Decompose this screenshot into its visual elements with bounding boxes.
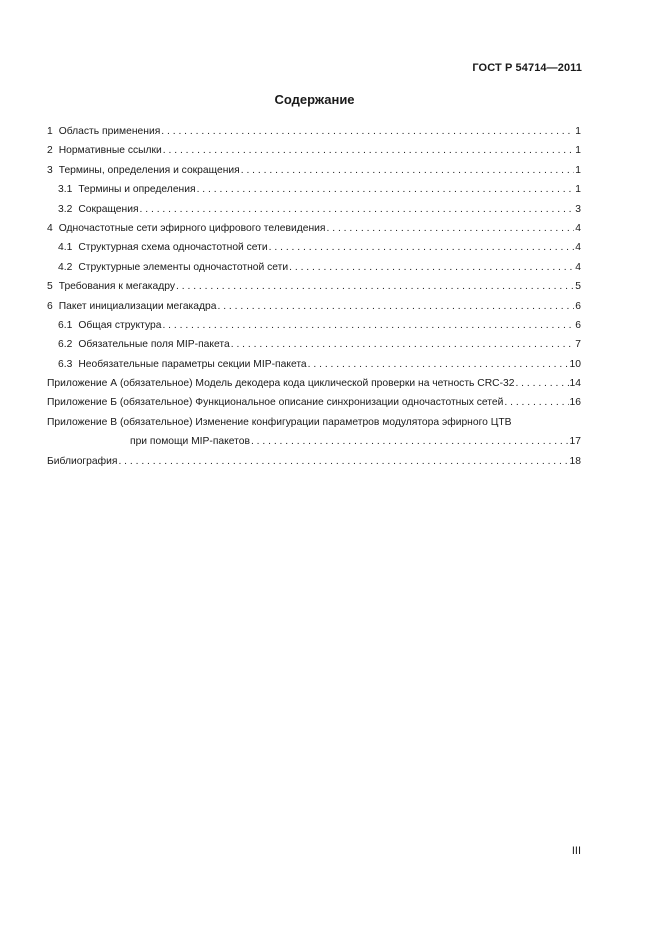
document-code: ГОСТ Р 54714—2011 [472,62,582,74]
toc-entry-page: 16 [569,397,581,409]
dot-leader [515,374,568,393]
toc-entry-appendix-a[interactable] [47,374,581,393]
toc-entry-page: 1 [575,126,581,137]
toc-entry-label: Нормативные ссылки [58,145,162,157]
toc-entry[interactable] [47,355,581,374]
toc-entry[interactable] [47,335,581,354]
toc-entry-page: 6 [575,319,581,331]
toc-entry[interactable] [47,316,581,335]
toc-entry-number: 6.3 [58,358,73,370]
toc-entry-label: Общая структура [78,319,162,331]
toc-entry-label: Термины и определения [78,184,196,196]
toc-entry[interactable] [47,219,581,238]
toc-entry-page: 5 [575,281,581,293]
toc-entry[interactable] [47,297,581,316]
toc-entry-page: 4 [575,242,581,254]
toc-entry-page: 14 [569,378,581,390]
toc-entry-page: 4 [575,222,581,234]
table-of-contents [47,122,581,471]
dot-leader [162,316,574,335]
toc-entry-number: 3.1 [58,184,73,196]
toc-entry-number: 3.2 [58,203,73,215]
toc-entry-bibliography[interactable] [47,452,581,471]
dot-leader [269,238,575,257]
dot-leader [241,161,575,180]
toc-entry-number: 4.1 [58,242,73,254]
toc-entry-label: Приложение Б (обязательное) Функциональное описание синхронизации одночастотных сетей [47,397,504,409]
toc-entry-label: Структурные элементы одночастотной сети [78,261,289,273]
toc-entry-page: 18 [569,455,581,467]
toc-entry-label: Обязательные поля MIP-пакета [78,339,230,351]
toc-entry-page: 17 [569,436,581,448]
toc-entry-label: Термины, определения и сокращения [58,164,240,176]
dot-leader [504,393,568,412]
toc-entry-label: Одночастотные сети эфирного цифрового телевидения [58,222,326,234]
toc-entry-page: 1 [575,164,581,176]
toc-entry-number: 3 [47,164,53,176]
toc-entry-label: Библиография [47,455,118,467]
toc-entry-label-continuation: при помощи MIP-пакетов [130,436,250,448]
toc-entry-number: 4.2 [58,261,73,273]
dot-leader [289,258,574,277]
toc-entry-appendix-b[interactable] [47,393,581,412]
dot-leader [231,335,575,354]
toc-entry-number: 1 [47,126,53,137]
toc-entry[interactable] [47,258,581,277]
dot-leader [140,200,575,219]
toc-entry-number: 6.1 [58,319,73,331]
toc-entry[interactable] [47,277,581,296]
toc-entry-label: Пакет инициализации мегакадра [58,300,217,312]
toc-entry-page: 1 [575,145,581,157]
toc-entry[interactable] [47,161,581,180]
page-number: III [571,845,581,857]
dot-leader [161,122,574,141]
toc-entry-label: Приложение В (обязательное) Изменение конфигурации параметров модулятора эфирного ЦТВ [47,416,512,428]
dot-leader [251,432,569,451]
toc-entry-page: 7 [575,339,581,351]
toc-entry-number: 6.2 [58,339,73,351]
toc-entry[interactable] [47,122,581,141]
toc-entry-label: Область применения [58,126,161,137]
toc-entry-appendix-v[interactable] [47,413,581,452]
toc-entry-page: 6 [575,300,581,312]
dot-leader [176,277,574,296]
toc-entry-number: 6 [47,300,53,312]
toc-entry-label: Приложение А (обязательное) Модель декодера кода циклической проверки на четность CRC-32 [47,378,515,390]
toc-entry[interactable] [47,200,581,219]
toc-entry-number: 4 [47,222,53,234]
toc-entry-label: Сокращения [78,203,139,215]
toc-entry-label: Структурная схема одночастотной сети [78,242,268,254]
page-title: Содержание [274,92,355,107]
toc-entry[interactable] [47,238,581,257]
toc-entry-label: Необязательные параметры секции MIP-пакета [78,358,307,370]
dot-leader [217,297,574,316]
dot-leader [118,452,568,471]
toc-entry-number: 2 [47,145,53,157]
toc-entry-page: 3 [575,203,581,215]
toc-entry-number: 5 [47,281,53,293]
toc-entry[interactable] [47,141,581,160]
toc-entry[interactable] [47,180,581,199]
toc-entry-label: Требования к мегакадру [58,281,176,293]
dot-leader [197,180,575,199]
toc-entry-page: 10 [569,358,581,370]
dot-leader [308,355,569,374]
toc-entry-page: 1 [575,184,581,196]
toc-entry-page: 4 [575,261,581,273]
dot-leader [327,219,575,238]
dot-leader [163,141,574,160]
